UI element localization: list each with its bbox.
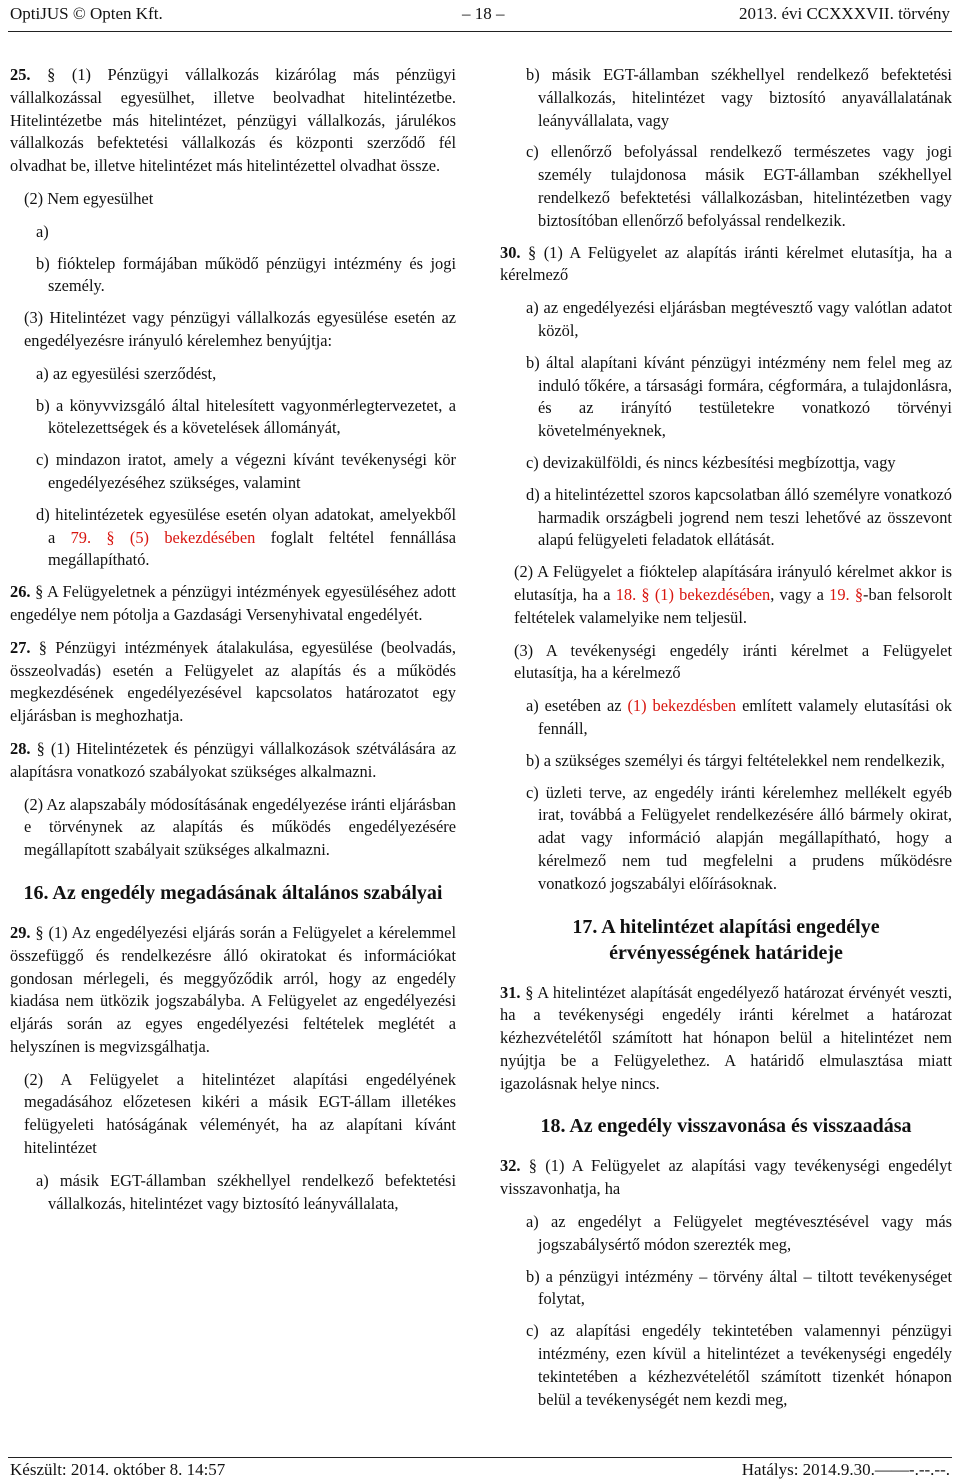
page-header [0,0,960,28]
section-25-p3-a: a) az egyesülési szerződést, [36,363,217,383]
paragraph-text: (1) Az engedélyezési eljárás során a Felügyelet a kérelemmel összefüggő és rendelkezésre álló okiratokat és információkat gondosan mérlegeli, és meggyőződik arról, hogy az engedély kiadása nem ütközik jogszabályba. A Felügyelet az engedélyezési eljárás során az egyes engedélyezési feltételek meglétét a helyszínen is megvizsgálhatja. [10,922,456,1056]
cross-reference-link[interactable]: (1) bekezdésben [627,696,737,716]
chapter-heading-17: 17. A hitelintézet alapítási engedélye érvényességének határideje [572,915,880,964]
section-30-p3-a [514,695,952,741]
section-symbol: § [35,922,44,942]
section-32-p1 [500,1155,952,1201]
paragraph-text: (2) A Felügyelet a fióktelep alapítására irányuló kérelmet akkor is elutasítja, ha a [514,562,952,604]
right-column [500,64,952,1420]
section-30-p1-d: d) a hitelintézettel szoros kapcsolatban álló személyre vonatkozó harmadik országbeli jogrend nem teszi lehetővé az összevont alapú felügyeleti feladatok ellátását. [526,484,952,550]
header-publisher: OptiJUS © Opten Kft. [10,4,163,23]
section-30-p3-b: b) a szükséges személyi és tárgyi feltételekkel nem rendelkezik, [526,750,945,770]
paragraph-text: (1) Pénzügyi vállalkozás kizárólag más pénzügyi vállalkozással egyesülhet, illetve beolvadhat hitelintézetbe. Hitelintézetbe más hitelintézet, pénzügyi vállalkozás, járulékos vállalkozás befektetési vállalkozás és központi szerződő fél olvadhat be, illetve hitelintézet más hitelintézettel olvadhat össze. [10,65,456,176]
header-law-title: 2013. évi CCXXXVII. törvény [738,4,950,23]
section-30-p3-c: c) üzleti terve, az engedély iránti kérelemhez mellékelt egyéb irat, továbbá a Felügyelet rendelkezésére álló bármely okirat, adat vagy információ alapján megállapítható, hogy a kérelmező nem tud megfelelni a prudens működésre vonatkozó jogszabályi előírásoknak. [526,782,952,893]
footer-effective-date: Hatálys: 2014.9.30.——-.--.--. [741,1460,950,1479]
section-symbol: § [47,65,56,84]
section-number: 25. [10,65,31,84]
section-symbol: § [525,982,534,1002]
section-29-p1 [10,922,456,1059]
section-25-p3: (3) Hitelintézet vagy pénzügyi vállalkozás egyesülése esetén az engedélyezésre irányuló kérelemhez benyújtja: [24,308,456,350]
section-number: 28. [10,738,31,758]
section-26 [10,581,456,627]
section-30-p2 [500,561,952,629]
section-28-p2: (2) Az alapszabály módosításának engedélyezése iránti eljárásban e törvénynek az alapítás és működés engedélyezésére megállapított szabályait szükséges alkalmazni. [24,794,456,860]
section-number: 32. [500,1156,521,1176]
cross-reference-link[interactable]: 18. § (1) bekezdésében [615,584,771,604]
section-25-p1 [10,64,456,178]
header-divider [8,31,952,32]
section-symbol: § [528,1156,537,1176]
section-32-p1-a: a) az engedélyt a Felügyelet megtévesztésével vagy más jogszabálysértő módon szerezték meg, [526,1212,952,1254]
chapter-heading-18: 18. Az engedély visszavonása és visszaadása [540,1115,912,1138]
section-29-p2-b: b) másik EGT-államban székhellyel rendelkező befektetési vállalkozás, hitelintézet vagy biztosító anyavállalatának leányvállalata, vagy [526,65,952,130]
section-29-p2-a: a) másik EGT-államban székhellyel rendelkező befektetési vállalkozás, hitelintézet vagy biztosító leányvállalata, [36,1170,456,1213]
paragraph-text: Pénzügyi intézmények átalakulása, egyesülése (beolvadás, összeolvadás) esetén a Felügyelet az alapítás és a működés megkezdésének engedélyezésével kapcsolatos határozatot egy eljárásban is meghozhatja. [10,637,456,726]
cross-reference-link[interactable]: 79. § (5) bekezdésében [70,527,256,547]
paragraph-text: (1) A Felügyelet az alapítás iránti kérelmet elutasítja, ha a kérelmező [500,242,952,285]
section-25-p3-c: c) mindazon iratot, amely a végezni kívánt tevékenységi kör engedélyezéséhez szükséges, valamint [36,450,456,492]
item-text: foglalt feltétel fennállása megállapítható. [48,527,457,570]
section-25-p3-d [24,504,456,572]
paragraph-text: , vagy a [770,584,830,604]
section-number: 26. [10,582,31,602]
section-30-p1-a: a) az engedélyezési eljárásban megtévesztő vagy valótlan adatot közöl, [526,298,952,340]
footer-created-date: Készült: 2014. október 8. 14:57 [10,1460,226,1479]
item-text: a) esetében az [526,696,628,716]
section-symbol: § [36,738,45,758]
section-30-p3: (3) A tevékenységi engedély iránti kérelmet a Felügyelet elutasítja, ha a kérelmező [514,640,952,683]
paragraph-text: A hitelintézet alapítását engedélyező határozat érvényét veszti, ha a tevékenységi engedély iránti kérelmet a határozat kézhezvételétől számított hat hónapon belül a hitelintézet nem nyújtja be a Felügyelethez. A határidő elmulasztása miatt igazolásnak helye nincs. [500,982,952,1093]
section-number: 30. [500,242,521,262]
paragraph-text: (1) A Felügyelet az alapítási vagy tevékenységi engedélyt visszavonhatja, ha [500,1156,952,1199]
section-32-p1-b: b) a pénzügyi intézmény – törvény által – tiltott tevékenységet folytat, [526,1266,952,1309]
section-25-p2: (2) Nem egyesülhet [24,188,154,208]
footer-divider [8,1457,952,1458]
item-text: említett valamely elutasítási ok fennáll, [538,696,952,738]
cross-reference-link[interactable]: 19. § [829,584,864,604]
section-symbol: § [35,582,44,602]
chapter-heading-16: 16. Az engedély megadásának általános szabályai [23,881,443,904]
section-number: 29. [10,922,31,942]
section-29-p2: (2) A Felügyelet a hitelintézet alapítási engedélyének megadásához előzetesen kikéri a másik EGT-állam illetékes felügyeleti hatóságának véleményét, ha az alapítani kívánt hitelintézet [24,1069,456,1158]
paragraph-text: -ban felsorolt feltételek valamelyike nem teljesül. [514,584,953,627]
section-32-p1-c: c) az alapítási engedély tekintetében valamennyi pénzügyi intézmény, ezen kívül a hitelintézet a tevékenységi engedély tekintetében a kézhezvételétől számított tizenkét hónapon belül a tevékenységét nem kezdi meg, [526,1321,952,1409]
section-31 [500,982,952,1096]
paragraph-text: A Felügyeletnek a pénzügyi intézmények egyesüléséhez adott engedélye nem pótolja a Gazdasági Versenyhivatal engedélyét. [10,582,456,624]
section-25-p3-b: b) a könyvvizsgáló által hitelesített vagyonmérlegtervezetet, a kötelezettségek és a követelések állományát, [36,395,456,438]
section-symbol: § [38,637,47,657]
section-30-p1-c: c) devizakülföldi, és nincs kézbesítési megbízottja, vagy [526,452,896,472]
left-column [10,64,456,1224]
section-30-p1-b: b) által alapítani kívánt pénzügyi intézmény nem felel meg az induló tőkére, a társasági formára, cégformára, a tulajdonlásra, és az irányító testületekre vonatkozó törvényi követelményeknek, [526,352,952,441]
section-30-p1 [500,242,952,288]
section-29-p2-c: c) ellenőrző befolyással rendelkező természetes vagy jogi személy tulajdonosa másik EGT-államban székhellyel rendelkező befektetési vállalkozásban, hitelintézetben vagy biztosítóban ellenőrző befolyással rendelkezik. [526,142,952,230]
paragraph-text: (1) Hitelintézetek és pénzügyi vállalkozások szétválására az alapításra vonatkozó szabályokat szükséges alkalmazni. [10,738,456,781]
item-text: d) hitelintézetek egyesülése esetén olyan adatokat, amelyekből a [36,504,456,547]
section-symbol: § [528,242,537,262]
page-number: – 18 – [462,4,505,23]
page-footer [0,1460,960,1481]
section-number: 27. [10,637,31,657]
section-25-p2-a: a) [36,221,49,241]
section-27 [10,637,456,728]
section-28-p1 [10,738,456,784]
section-25-p2-b: b) fióktelep formájában működő pénzügyi intézmény és jogi személy. [36,253,456,296]
section-number: 31. [500,982,521,1002]
